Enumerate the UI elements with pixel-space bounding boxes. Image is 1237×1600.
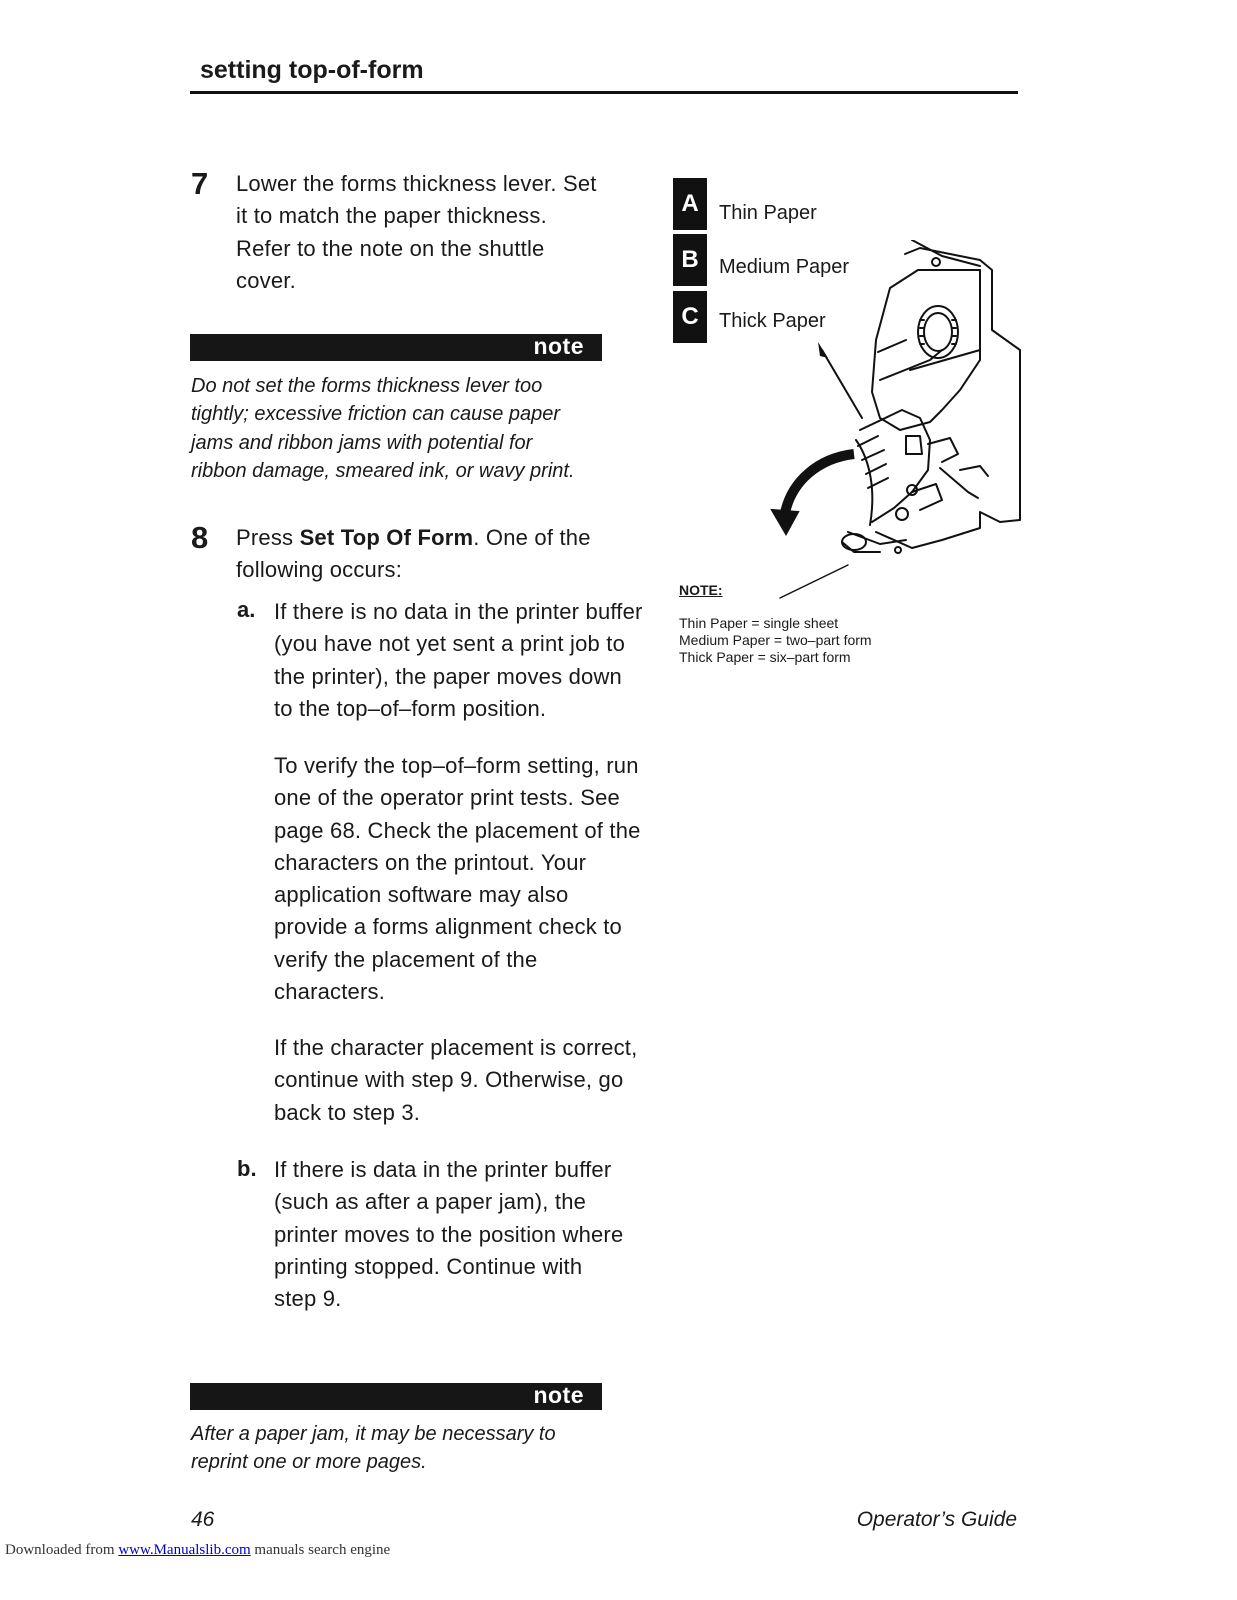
text-line: one of the operator print tests. See	[274, 785, 620, 811]
page-number: 46	[191, 1508, 215, 1531]
text-line: tightly; excessive friction can cause paper	[191, 403, 561, 426]
substep-b-letter: b.	[237, 1156, 257, 1181]
note-banner	[190, 334, 602, 361]
figure-note-title: NOTE:	[679, 582, 723, 598]
figure-note-text	[679, 615, 872, 666]
substep-a-para-1	[274, 596, 643, 725]
text-line: Refer to the note on the shuttle	[236, 235, 545, 261]
text-line: jams and ribbon jams with potential for	[191, 431, 533, 454]
text-line: If the character placement is correct,	[274, 1035, 638, 1060]
text-line: it to match the paper thickness.	[236, 203, 547, 229]
note-banner	[190, 1383, 602, 1410]
step-7-text	[236, 168, 597, 297]
text-line: continue with step 9. Otherwise, go	[274, 1067, 624, 1093]
text-segment: Press	[236, 525, 300, 550]
note-2-text	[191, 1420, 556, 1477]
text-line: If there is data in the printer buffer	[274, 1157, 612, 1182]
text-line: printer moves to the position where	[274, 1221, 624, 1247]
download-prefix: Downloaded from	[5, 1542, 119, 1558]
text-line: (you have not yet sent a print job to	[274, 631, 626, 657]
text-line: Thick Paper = six–part form	[679, 649, 851, 665]
text-line: ribbon damage, smeared ink, or wavy print.	[191, 459, 575, 482]
text-line: page 68. Check the placement of the	[274, 817, 641, 843]
text-line: cover.	[236, 267, 296, 293]
substep-a-para-2	[274, 750, 641, 1008]
substep-a-letter: a.	[237, 597, 256, 622]
note-label: note	[533, 333, 584, 359]
text-line: Thin Paper = single sheet	[679, 615, 839, 631]
download-suffix: manuals search engine	[250, 1542, 391, 1558]
text-line: verify the placement of the	[274, 946, 538, 972]
text-line: printing stopped. Continue with	[274, 1253, 583, 1279]
text-line: If there is no data in the printer buffer	[274, 599, 643, 624]
text-line: reprint one or more pages.	[191, 1451, 427, 1474]
text-line: (such as after a paper jam), the	[274, 1189, 587, 1215]
set-top-of-form-key: Set Top Of Form	[299, 525, 474, 550]
text-line: Lower the forms thickness lever. Set	[236, 171, 597, 196]
text-line: provide a forms alignment check to	[274, 914, 622, 940]
text-line: the printer), the paper moves down	[274, 663, 622, 689]
substep-b-para-1	[274, 1154, 623, 1315]
text-line: characters on the printout. Your	[274, 849, 587, 875]
text-line: Medium Paper = two–part form	[679, 632, 872, 648]
legend-key-b: B	[673, 234, 707, 286]
guide-title: Operator’s Guide	[856, 1508, 1017, 1531]
text-line: After a paper jam, it may be necessary to	[191, 1423, 556, 1445]
manualslib-link[interactable]: www.Manualslib.com	[118, 1542, 251, 1558]
legend-label-medium: Medium Paper	[719, 256, 850, 278]
page-header-title: setting top-of-form	[200, 56, 424, 84]
text-line: following occurs:	[236, 557, 403, 583]
text-line: characters.	[274, 979, 386, 1005]
legend-key-a: A	[673, 178, 707, 230]
text-line: step 9.	[274, 1286, 342, 1312]
text-line: application software may also	[274, 882, 569, 908]
legend-label-thin: Thin Paper	[719, 202, 817, 224]
download-banner	[5, 1542, 390, 1559]
forms-thickness-lever-illustration	[680, 240, 1030, 610]
text-line: to the top–of–form position.	[274, 695, 547, 721]
header-rule	[190, 91, 1018, 94]
legend-label-thick: Thick Paper	[719, 310, 826, 332]
text-segment: . One of the	[473, 525, 591, 550]
text-line: Do not set the forms thickness lever too	[191, 375, 543, 397]
step-8-number: 8	[191, 520, 209, 555]
note-label: note	[533, 1382, 584, 1408]
legend-key-c: C	[673, 291, 707, 343]
substep-a-para-3	[274, 1032, 637, 1129]
step-8-intro	[236, 522, 591, 587]
text-line: To verify the top–of–form setting, run	[274, 753, 639, 778]
text-line: back to step 3.	[274, 1099, 421, 1125]
note-1-text	[191, 372, 575, 485]
step-7-number: 7	[191, 166, 209, 201]
